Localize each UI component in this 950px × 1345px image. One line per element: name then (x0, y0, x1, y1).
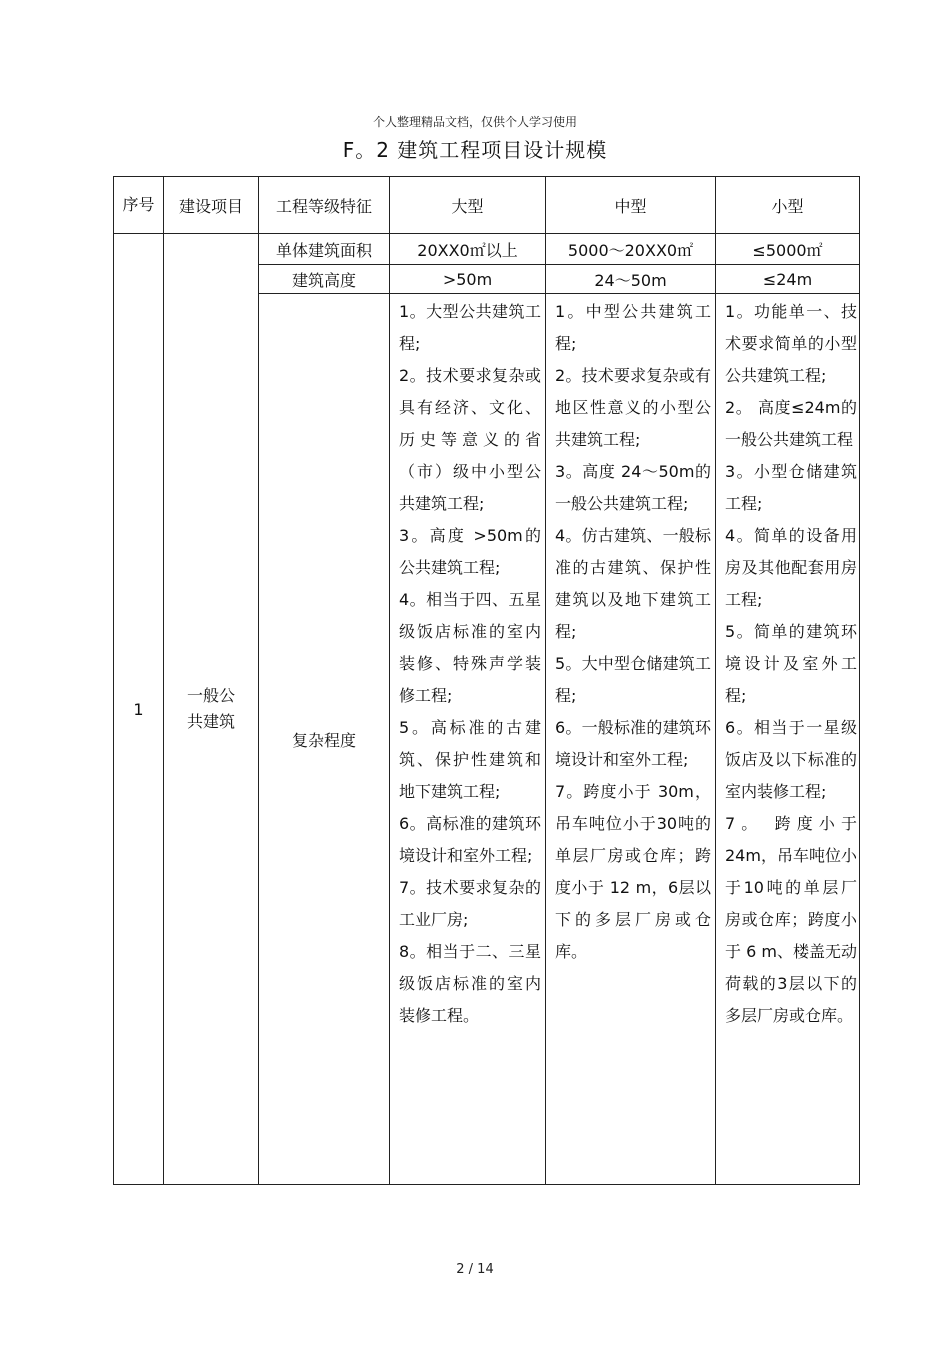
height-large: >50m (390, 265, 546, 294)
project-name: 一般公共建筑 (186, 686, 235, 731)
list-item: 4。简单的设备用房及其他配套用房工程; (725, 526, 857, 609)
list-item: 3。小型仓储建筑工程; (725, 462, 857, 513)
list-item: 2。 高度≤24m的一般公共建筑工程 (725, 398, 857, 449)
list-item: 4。仿古建筑、一般标准的古建筑、保护性建筑以及地下建筑工程; (555, 526, 711, 641)
complexity-large (390, 294, 546, 1185)
list-item: 6。相当于一星级饭店及以下标准的室内装修工程; (725, 718, 857, 801)
header-small: 小型 (716, 177, 860, 234)
table-header-row (114, 177, 860, 234)
document-title: F。2 建筑工程项目设计规模 (342, 138, 608, 162)
header-project: 建设项目 (164, 177, 259, 234)
list-item: 7。 跨度小于 24m，吊车吨位小于10吨的单层厂房或仓库；跨度小于 6 m、楼盖无动荷载的3层以下的多层厂房或仓库。 (725, 814, 857, 1025)
list-item: 5。高标准的古建筑、保护性建筑和地下建筑工程; (399, 718, 541, 801)
area-label: 单体建筑面积 (259, 234, 390, 265)
list-item: 7。跨度小于 30m，吊车吨位小于30吨的单层厂房或仓库；跨度小于 12 m，6层以下的多层厂房或仓库。 (555, 782, 711, 961)
area-medium: 5000～20XX0㎡ (546, 234, 716, 265)
height-medium: 24～50m (546, 265, 716, 294)
list-item: 5。简单的建筑环境设计及室外工程; (725, 622, 857, 705)
list-item: 6。一般标准的建筑环境设计和室外工程; (555, 718, 711, 769)
area-small: ≤5000㎡ (716, 234, 860, 265)
header-seq: 序号 (114, 177, 164, 234)
design-scale-table (113, 176, 860, 1185)
list-item: 1。功能单一、技术要求简单的小型公共建筑工程; (725, 302, 857, 385)
complexity-medium (546, 294, 716, 1185)
list-item: 5。大中型仓储建筑工程; (555, 654, 711, 705)
page-number: 2 / 14 (456, 1262, 494, 1277)
list-item: 7。技术要求复杂的工业厂房; (399, 878, 541, 929)
area-large: 20XX0㎡以上 (390, 234, 546, 265)
table-row-area (114, 234, 860, 265)
header-medium: 中型 (546, 177, 716, 234)
complexity-small (716, 294, 860, 1185)
header-note: 个人整理精品文档，仅供个人学习使用 (372, 115, 577, 129)
list-item: 1。大型公共建筑工程; (399, 302, 541, 353)
list-item: 4。相当于四、五星级饭店标准的室内装修、特殊声学装修工程; (399, 590, 541, 705)
complexity-label: 复杂程度 (259, 294, 390, 1185)
list-item: 3。高度 >50m的公共建筑工程; (399, 526, 541, 577)
list-item: 3。高度 24～50m的一般公共建筑工程; (555, 462, 711, 513)
list-item: 6。高标准的建筑环境设计和室外工程; (399, 814, 541, 865)
height-small: ≤24m (716, 265, 860, 294)
list-item: 1。中型公共建筑工程; (555, 302, 711, 353)
list-item: 8。相当于二、三星级饭店标准的室内装修工程。 (399, 942, 541, 1025)
seq-cell: 1 (114, 234, 164, 1185)
list-item: 2。技术要求复杂或有地区性意义的小型公共建筑工程; (555, 366, 711, 449)
height-label: 建筑高度 (259, 265, 390, 294)
header-feature: 工程等级特征 (259, 177, 390, 234)
header-large: 大型 (390, 177, 546, 234)
list-item: 2。技术要求复杂或具有经济、文化、历史等意义的省（市）级中小型公共建筑工程; (399, 366, 541, 513)
project-cell (164, 234, 259, 1185)
